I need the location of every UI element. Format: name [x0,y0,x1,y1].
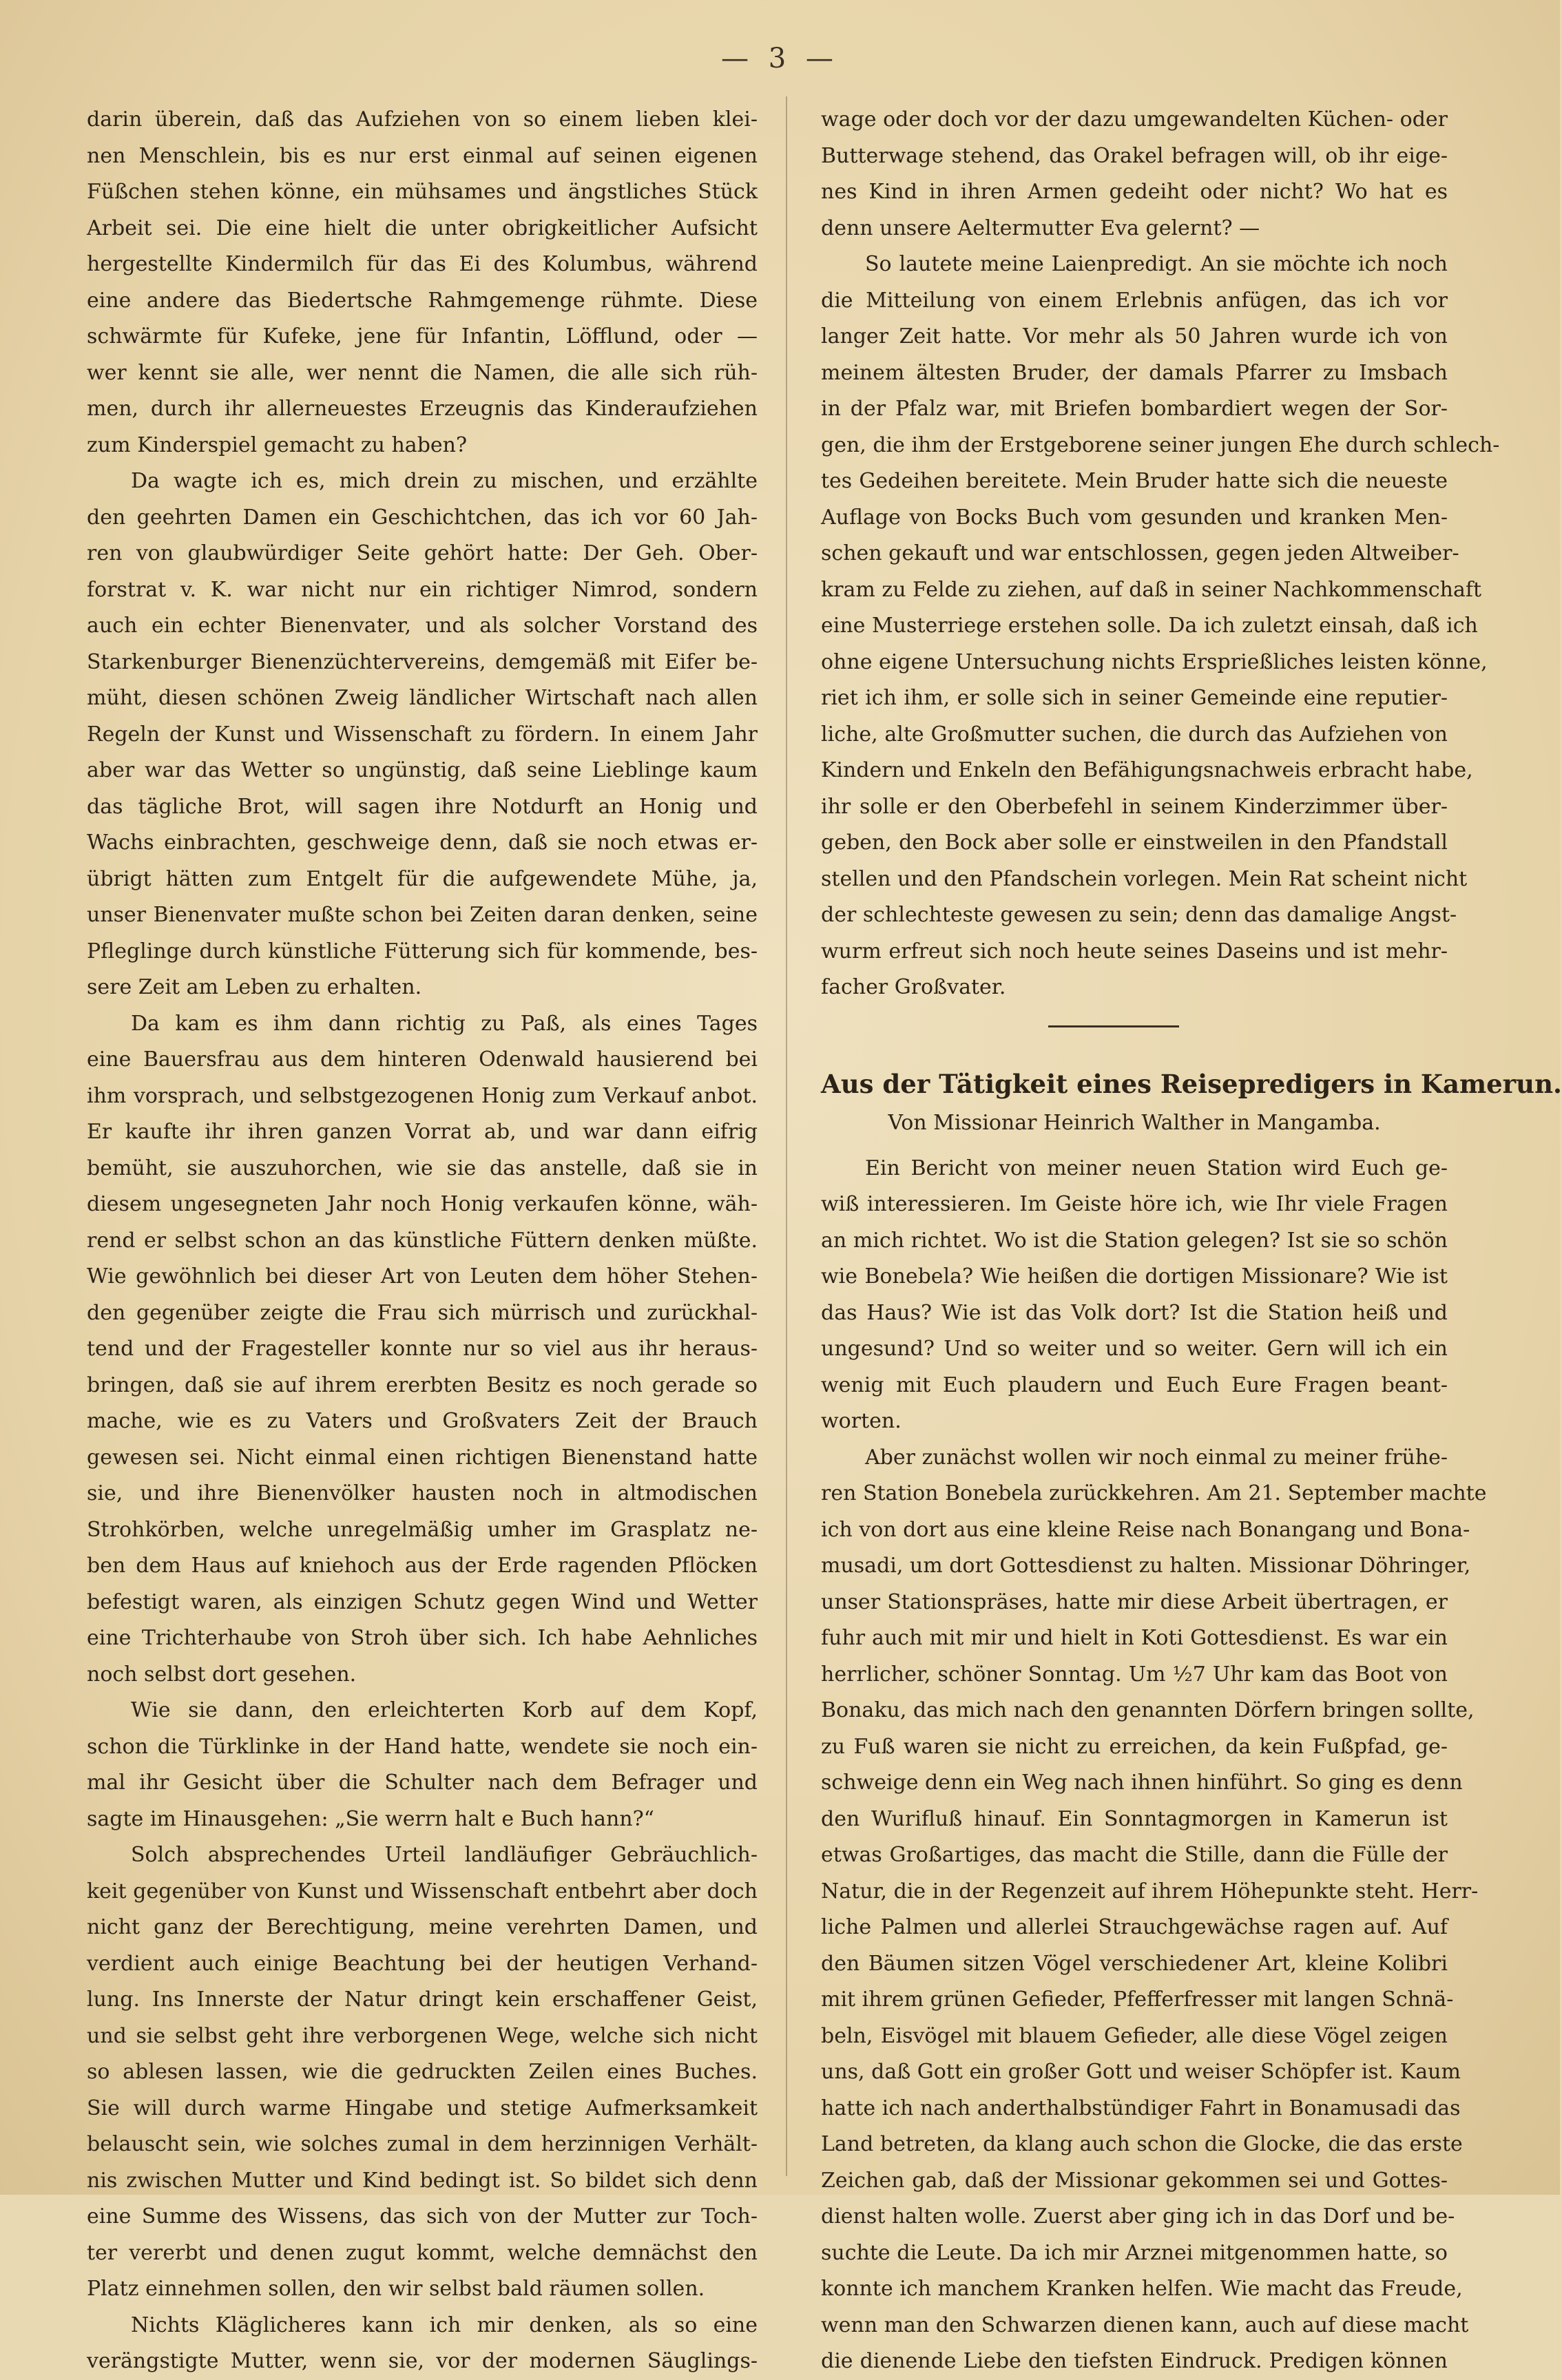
text-line: Sie will durch warme Hingabe und stetige Aufmerksamkeit [87,2096,758,2120]
text-line: Zeichen gab, daß der Missionar gekommen sei und Gottes- [821,2168,1448,2193]
text-line: Aber zunächst wollen wir noch einmal zu meiner frühe- [865,1445,1448,1470]
text-line: nes Kind in ihren Armen gedeiht oder nicht? Wo hat es [821,180,1448,204]
text-line: die dienende Liebe den tiefsten Eindruck. Predigen können [821,2349,1448,2373]
text-line: müht, diesen schönen Zweig ländlicher Wirtschaft nach allen [87,686,758,710]
text-line: hatte ich nach anderthalbstündiger Fahrt in Bonamusadi das [821,2096,1461,2120]
text-line: facher Großvater. [821,975,1006,999]
text-line: Da wagte ich es, mich drein zu mischen, und erzählte [131,469,758,493]
text-line: liche Palmen und allerlei Strauchgewächse ragen auf. Auf [821,1915,1448,1939]
text-line: sie, und ihre Bienenvölker hausten noch in altmodischen [87,1481,758,1505]
text-line: schweige denn ein Weg nach ihnen hinführt. So ging es denn [821,1771,1463,1795]
text-line: liche, alte Großmutter suchen, die durch das Aufziehen von [821,722,1448,747]
page-number: — 3 — [721,43,839,74]
text-line: eine Bauersfrau aus dem hinteren Odenwald hausierend bei [87,1047,758,1072]
text-line: eine Musterriege erstehen solle. Da ich zuletzt einsah, daß ich [821,614,1478,638]
text-line: unser Stationspräses, hatte mir diese Arbeit übertragen, er [821,1589,1448,1614]
text-line: riet ich ihm, er solle sich in seiner Gemeinde eine reputier- [821,686,1448,710]
text-line: Solch absprechendes Urteil landläufiger Gebräuchlich- [131,1843,758,1867]
text-line: den Bäumen sitzen Vögel verschiedener Art, kleine Kolibri [821,1951,1448,1976]
text-line: Wachs einbrachten, geschweige denn, daß sie noch etwas er- [87,831,758,855]
text-line: bemüht, sie auszuhorchen, wie sie das anstelle, daß sie in [87,1156,758,1180]
text-line: ungesund? Und so weiter und so weiter. Gern will ich ein [821,1337,1448,1361]
text-line: der schlechteste gewesen zu sein; denn das damalige Angst- [821,903,1457,927]
text-line: eine andere das Biedertsche Rahmgemenge rühmte. Diese [87,288,758,313]
text-line: den Wurifluß hinauf. Ein Sonntagmorgen in Kamerun ist [821,1806,1448,1831]
right-column-text-bottom [821,1151,1487,2380]
text-line: mal ihr Gesicht über die Schulter nach dem Befrager und [87,1771,758,1795]
text-line: geben, den Bock aber solle er einstweilen in den Pfandstall [821,831,1448,855]
text-line: und sie selbst geht ihre verborgenen Wege, welche sich nicht [87,2023,758,2048]
text-line: Da kam es ihm dann richtig zu Paß, als eines Tages [131,1011,758,1036]
text-line: auch ein echter Bienenvater, und als solcher Vorstand des [87,614,758,638]
text-line: worten. [821,1409,902,1433]
separator-rule [1048,1025,1179,1027]
text-line: Wie gewöhnlich bei dieser Art von Leuten dem höher Stehen- [87,1264,758,1288]
text-line: Bonaku, das mich nach den genannten Dörfern bringen sollte, [821,1698,1475,1722]
text-line: rend er selbst schon an das künstliche Füttern denken müßte. [87,1228,758,1253]
text-line: dienst halten wolle. Zuerst aber ging ich in das Dorf und be- [821,2204,1455,2228]
text-line: suchte die Leute. Da ich mir Arznei mitgenommen hatte, so [821,2240,1448,2265]
text-line: an mich richtet. Wo ist die Station gelegen? Ist sie so schön [821,1228,1448,1253]
column-divider [786,96,787,2176]
text-line: ren von glaubwürdiger Seite gehört hatte: Der Geh. Ober- [87,541,758,565]
text-line: langer Zeit hatte. Vor mehr als 50 Jahren wurde ich von [821,324,1448,348]
section-separator [821,1006,1448,1047]
text-line: Er kaufte ihr ihren ganzen Vorrat ab, und war dann eifrig [87,1120,758,1144]
text-line: ich von dort aus eine kleine Reise nach Bonangang und Bona- [821,1517,1470,1542]
text-line: Land betreten, da klang auch schon die Glocke, die das erste [821,2132,1463,2156]
right-column [821,102,1562,2380]
text-line: Arbeit sei. Die eine hielt die unter obrigkeitlicher Aufsicht [87,216,758,240]
text-line: wer kennt sie alle, wer nennt die Namen, die alle sich rüh- [87,360,758,385]
text-line: uns, daß Gott ein großer Gott und weiser Schöpfer ist. Kaum [821,2060,1461,2084]
text-line: den gegenüber zeigte die Frau sich mürrisch und zurückhal- [87,1300,758,1325]
text-line: diesem ungesegneten Jahr noch Honig verkaufen könne, wäh- [87,1192,758,1216]
text-line: zu Fuß waren sie nicht zu erreichen, da kein Fußpfad, ge- [821,1734,1448,1759]
text-line: Füßchen stehen könne, ein mühsames und ängstliches Stück [87,180,758,204]
text-line: Auflage von Bocks Buch vom gesunden und kranken Men- [821,505,1448,530]
text-line: in der Pfalz war, mit Briefen bombardiert wegen der Sor- [821,397,1448,421]
text-line: ohne eigene Untersuchung nichts Ersprießliches leisten könne, [821,649,1488,674]
text-line: nicht ganz der Berechtigung, meine verehrten Damen, und [87,1915,758,1939]
text-line: meinem ältesten Bruder, der damals Pfarrer zu Imsbach [821,360,1448,385]
text-line: eine Summe des Wissens, das sich von der Mutter zur Toch- [87,2204,758,2228]
text-line: Strohkörben, welche unregelmäßig umher im Grasplatz ne- [87,1517,758,1542]
text-line: zum Kinderspiel gemacht zu haben? [87,432,468,457]
text-line: den geehrten Damen ein Geschichtchen, das ich vor 60 Jah- [87,505,758,530]
text-line: Regeln der Kunst und Wissenschaft zu fördern. In einem Jahr [87,722,758,747]
text-line: gen, die ihm der Erstgeborene seiner jungen Ehe durch schlech- [821,432,1500,457]
text-line: wie Bonebela? Wie heißen die dortigen Missionare? Wie ist [821,1264,1448,1288]
text-line: wage oder doch vor der dazu umgewandelten Küchen- oder [821,107,1448,132]
text-line: ihr solle er den Oberbefehl in seinem Kinderzimmer über- [821,794,1448,819]
text-line: Wie sie dann, den erleichterten Korb auf dem Kopf, [131,1698,758,1722]
text-line: lung. Ins Innerste der Natur dringt kein erschaffener Geist, [87,1987,758,2012]
text-line: Ein Bericht von meiner neuen Station wird Euch ge- [865,1156,1448,1180]
text-line: herrlicher, schöner Sonntag. Um ½7 Uhr kam das Boot von [821,1662,1448,1687]
text-line: etwas Großartiges, das macht die Stille, dann die Fülle der [821,1843,1448,1867]
text-line: keit gegenüber von Kunst und Wissenschaft entbehrt aber doch [87,1879,758,1903]
text-line: Platz einnehmen sollen, den wir selbst bald räumen sollen. [87,2277,705,2301]
text-line: Pfleglinge durch künstliche Fütterung sich für kommende, bes- [87,939,758,963]
text-line: mit ihrem grünen Gefieder, Pfefferfresser mit langen Schnä- [821,1987,1454,2012]
text-line: tes Gedeihen bereitete. Mein Bruder hatte sich die neueste [821,469,1448,493]
text-line: wurm erfreut sich noch heute seines Daseins und ist mehr- [821,939,1448,963]
text-line: schen gekauft und war entschlossen, gegen jeden Altweiber- [821,541,1459,565]
text-line: schon die Türklinke in der Hand hatte, wendete sie noch ein- [87,1734,758,1759]
text-line: mache, wie es zu Vaters und Großvaters Zeit der Brauch [87,1409,758,1433]
text-line: kram zu Felde zu ziehen, auf daß in seiner Nachkommenschaft [821,577,1482,602]
text-line: tend und der Fragesteller konnte nur so viel aus ihr heraus- [87,1337,758,1361]
text-line: ter vererbt und denen zugut kommt, welche demnächst den [87,2240,758,2265]
text-line: musadi, um dort Gottesdienst zu halten. Missionar Döhringer, [821,1554,1471,1578]
text-line: gewesen sei. Nicht einmal einen richtigen Bienenstand hatte [87,1445,758,1470]
text-line: beln, Eisvögel mit blauem Gefieder, alle diese Vögel zeigen [821,2023,1448,2048]
text-line: nen Menschlein, bis es nur erst einmal auf seinen eigenen [87,143,758,168]
text-line: Butterwage stehend, das Orakel befragen will, ob ihr eige- [821,143,1448,168]
left-column [87,102,758,2380]
text-line: sagte im Hinausgehen: „Sie werrn halt e Buch hann?“ [87,1806,655,1831]
text-line: verdient auch einige Beachtung bei der heutigen Verhand- [87,1951,758,1976]
text-line: men, durch ihr allerneuestes Erzeugnis das Kinderaufziehen [87,397,758,421]
article-title: Aus der Tätigkeit eines Reisepredigers in Kamerun. [821,1068,1562,1099]
text-line: verängstigte Mutter, wenn sie, vor der modernen Säuglings- [87,2349,758,2373]
text-line: das tägliche Brot, will sagen ihre Notdurft an Honig und [87,794,758,819]
text-line: übrigt hätten zum Entgelt für die aufgewendete Mühe, ja, [87,866,758,891]
text-line: hergestellte Kindermilch für das Ei des Kolumbus, während [87,252,758,276]
text-line: ben dem Haus auf kniehoch aus der Erde ragenden Pflöcken [87,1554,758,1578]
text-line: ihm vorsprach, und selbstgezogenen Honig zum Verkauf anbot. [87,1083,758,1108]
text-line: schwärmte für Kufeke, jene für Infantin, Löfflund, oder — [87,324,758,348]
text-line: so ablesen lassen, wie die gedruckten Zeilen eines Buches. [87,2060,758,2084]
text-line: befestigt waren, als einzigen Schutz gegen Wind und Wetter [87,1589,758,1614]
text-line: wenn man den Schwarzen dienen kann, auch auf diese macht [821,2313,1469,2337]
text-line: Natur, die in der Regenzeit auf ihrem Höhepunkte steht. Herr- [821,1879,1479,1903]
text-line: nis zwischen Mutter und Kind bedingt ist. So bildet sich denn [87,2168,758,2193]
text-line: konnte ich manchem Kranken helfen. Wie macht das Freude, [821,2277,1463,2301]
text-line: wiß interessieren. Im Geiste höre ich, wie Ihr viele Fragen [821,1192,1448,1216]
text-line: So lautete meine Laienpredigt. An sie möchte ich noch [865,252,1448,276]
text-line: sere Zeit am Leben zu erhalten. [87,975,422,999]
text-line: aber war das Wetter so ungünstig, daß seine Lieblinge kaum [87,758,758,782]
text-line: stellen und den Pfandschein vorlegen. Mein Rat scheint nicht [821,866,1468,891]
text-line: Starkenburger Bienenzüchtervereins, demgemäß mit Eifer be- [87,649,758,674]
text-line: bringen, daß sie auf ihrem ererbten Besitz es noch gerade so [87,1372,758,1397]
article-byline: Von Missionar Heinrich Walther in Mangamba. [888,1110,1381,1135]
text-line: fuhr auch mit mir und hielt in Koti Gottesdienst. Es war ein [821,1626,1448,1650]
right-column-text-top [821,102,1500,1006]
text-line: belauscht sein, wie solches zumal in dem herzinnigen Verhält- [87,2132,758,2156]
text-line: Kindern und Enkeln den Befähigungsnachweis erbracht habe, [821,758,1473,782]
text-line: noch selbst dort gesehen. [87,1662,357,1687]
text-line: denn unsere Aeltermutter Eva gelernt? — [821,216,1260,240]
text-line: darin überein, daß das Aufziehen von so einem lieben klei- [87,107,758,132]
text-line: das Haus? Wie ist das Volk dort? Ist die Station heiß und [821,1300,1448,1325]
text-line: die Mitteilung von einem Erlebnis anfügen, das ich vor [821,288,1448,313]
text-line: forstrat v. K. war nicht nur ein richtiger Nimrod, sondern [87,577,758,602]
text-line: eine Trichterhaube von Stroh über sich. Ich habe Aehnliches [87,1626,758,1650]
text-line: Nichts Kläglicheres kann ich mir denken, als so eine [131,2313,758,2337]
text-line: ren Station Bonebela zurückkehren. Am 21. September machte [821,1481,1487,1505]
text-line: unser Bienenvater mußte schon bei Zeiten daran denken, seine [87,903,758,927]
text-line: wenig mit Euch plaudern und Euch Eure Fragen beant- [821,1372,1448,1397]
